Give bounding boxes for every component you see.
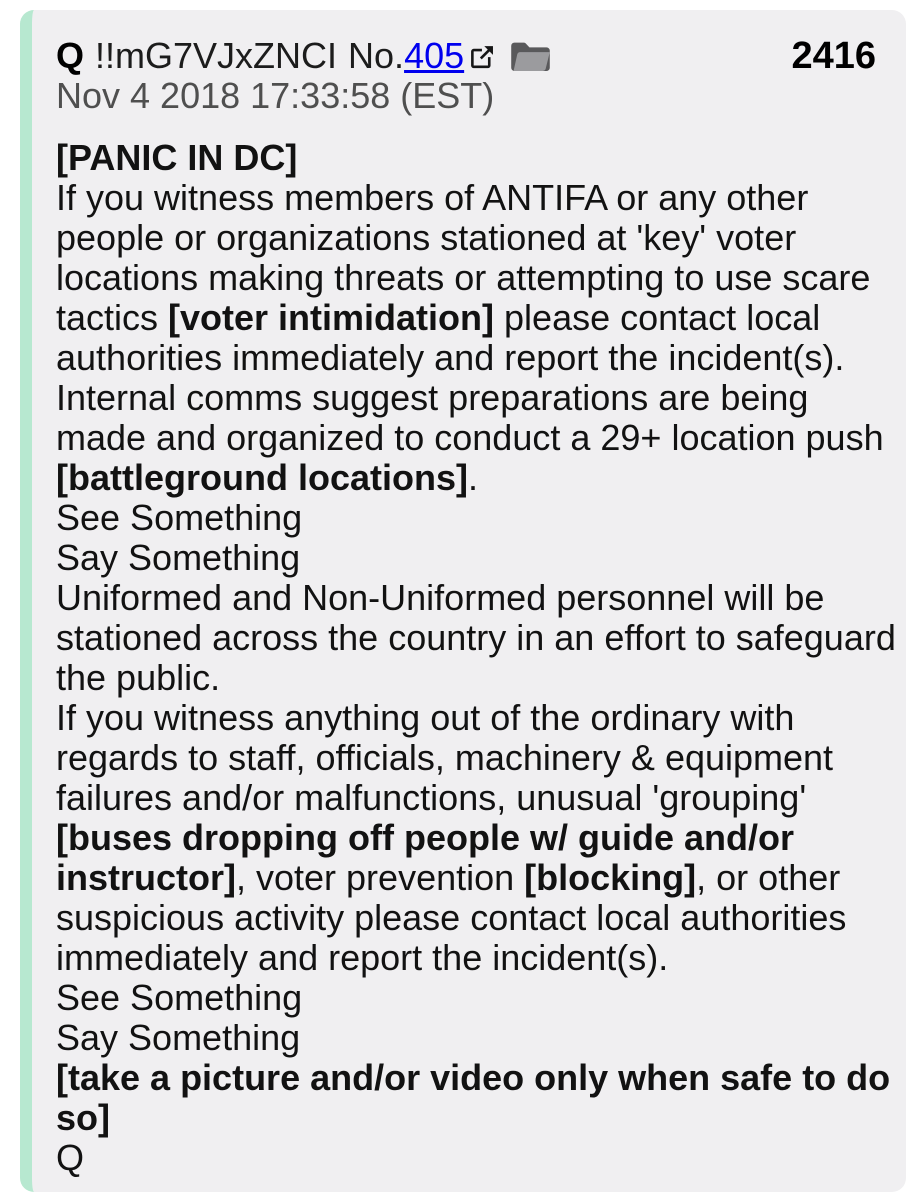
post-body-line: failures and/or malfunctions, unusual 'grouping' (56, 777, 807, 818)
post-body-line: people or organizations stationed at 'key' voter (56, 217, 797, 258)
tripcode: !!mG7VJxZNCI (95, 35, 338, 76)
post-body-line: [take a picture and/or video only when safe to do (56, 1057, 891, 1098)
post-no-label: No. (348, 35, 405, 76)
post-body-line: authorities immediately and report the incident(s). (56, 337, 845, 378)
post-body-line: [PANIC IN DC] (56, 137, 298, 178)
post-body-line: [battleground locations]. (56, 457, 478, 498)
post-body-line: immediately and report the incident(s). (56, 937, 669, 978)
post-header (56, 36, 878, 116)
post-body-line: suspicious activity please contact local authorities (56, 897, 847, 938)
post-body-line: Q (56, 1137, 85, 1178)
post-body-line: so] (56, 1097, 110, 1138)
post-body-line: instructor], voter prevention [blocking], or other (56, 857, 841, 898)
external-link-icon[interactable] (469, 36, 496, 76)
post-body-line: If you witness anything out of the ordinary with (56, 697, 795, 738)
post-body-line: If you witness members of ANTIFA or any other (56, 177, 809, 218)
post-body-line: stationed across the country in an effort to safeguard (56, 617, 896, 658)
post-body-line: See Something (56, 977, 303, 1018)
post-date: Nov 4 2018 17:33:58 (EST) (56, 75, 495, 116)
post-header-row (56, 36, 878, 76)
post-number[interactable]: 2416 (791, 35, 876, 77)
post-body-line: Say Something (56, 1017, 301, 1058)
author-name: Q (56, 35, 85, 76)
post-body-line: the public. (56, 657, 221, 698)
post-body-line: See Something (56, 497, 303, 538)
post-body-line: tactics [voter intimidation] please contact local (56, 297, 821, 338)
folder-icon[interactable] (511, 36, 550, 76)
post-body-line: locations making threats or attempting to use scare (56, 257, 871, 298)
post-body-line: [buses dropping off people w/ guide and/or (56, 817, 794, 858)
post-card (20, 10, 906, 1192)
post-body-line: Internal comms suggest preparations are being (56, 377, 809, 418)
post-body-line: made and organized to conduct a 29+ location push (56, 417, 884, 458)
post-id-link[interactable]: 405 (404, 35, 465, 76)
post-body-line: Uniformed and Non-Uniformed personnel will be (56, 577, 825, 618)
post-body-line: regards to staff, officials, machinery & equipment (56, 737, 834, 778)
post-body-line: Say Something (56, 537, 301, 578)
post-body (56, 137, 896, 1178)
